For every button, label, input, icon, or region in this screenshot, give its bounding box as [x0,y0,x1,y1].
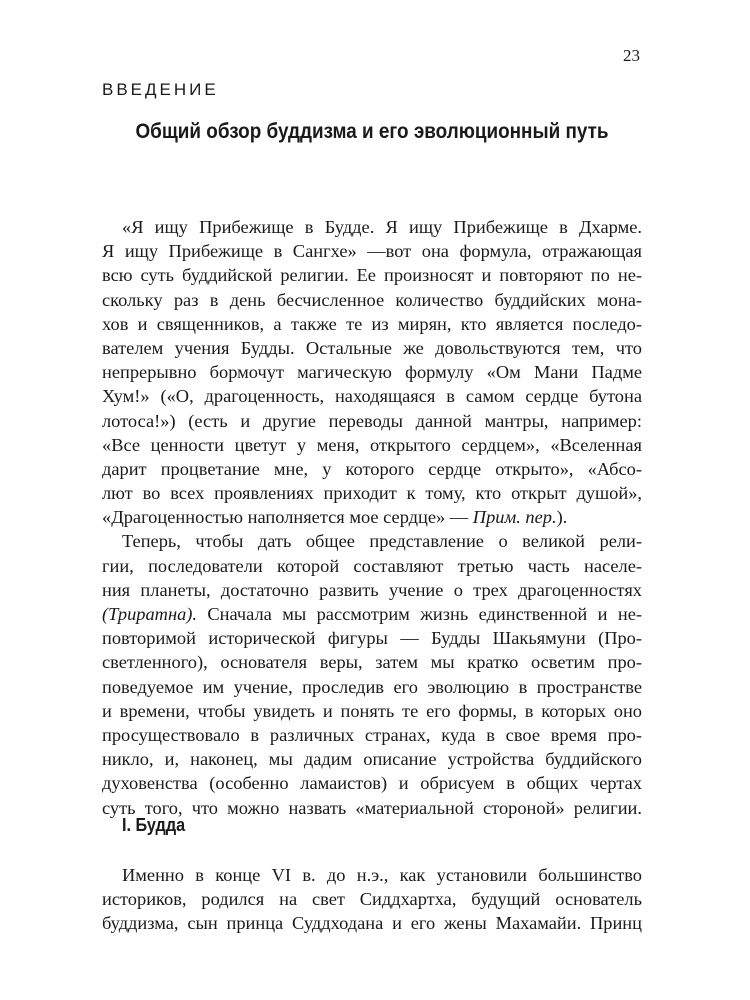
paragraph-1 [102,215,642,820]
text-line: лотоса!») (есть и другие переводы данной мантры, например: [102,410,642,431]
text-line: и времени, чтобы увидеть и понять те его формы, в которых оно [102,700,642,721]
text-line: Хум!» («О, драгоценность, находящаяся в самом сердце бутона [102,386,642,407]
text-line: духовенства (особенно ламаистов) и обрисуем в общих чертах [102,773,642,794]
text-line: «Я ищу Прибежище в Будде. Я ищу Прибежище в Дхарме. [122,217,642,237]
italic-note: Прим. пер. [472,507,557,528]
text-segment: Сначала мы рассмотрим жизнь единственной и не- [197,604,642,624]
text-line: светленного), основателя веры, затем мы кратко осветим про- [102,652,642,673]
text-line: буддизма, сын принца Суддходана и его жены Махамайи. Принц [102,913,642,934]
text-line: Именно в конце VI в. до н.э., как установили большинство [122,865,642,885]
paragraph-3 [102,863,642,936]
text-line: скольку раз в день бесчисленное количество буддийских мона- [102,289,642,310]
text-line: гии, последователи которой составляют третью часть населе- [102,555,642,576]
text-line: всю суть буддийской религии. Ее произносят и повторяют по не- [102,265,642,286]
italic-term: (Триратна). [102,604,197,624]
text-line: никло, и, наконец, мы дадим описание устройства буддийского [102,749,642,770]
text-line: дарит процветание мне, у которого сердце открыто», «Абсо- [102,458,642,479]
text-line: «Все ценности цветут у меня, открытого сердцем», «Вселенная [102,434,642,455]
text-line: Теперь, чтобы дать общее представление о великой рели- [122,531,642,552]
text-segment: ). [556,507,568,528]
text-line: хов и священников, а также те из мирян, кто является последо- [102,313,642,334]
text-line: вателем учения Будды. Остальные же довольствуются тем, что [102,337,642,358]
text-line: историков, родился на свет Сиддхартха, будущий основатель [102,889,642,910]
chapter-title: Общий обзор буддизма и его эволюционный путь [135,120,609,143]
chapter-label: ВВЕДЕНИЕ [102,80,219,99]
text-line: непрерывно бормочут магическую формулу «Ом Мани Падме [102,362,642,383]
text-line: поведуемое им учение, проследив его эволюцию в пространстве [102,676,642,697]
text-segment: «Драгоценностью наполняется мое сердце» — [102,507,473,528]
page-number: 23 [623,46,640,65]
text-line [102,505,642,529]
text-line: повторимой исторической фигуры — Будды Шакьямуни (Про- [102,628,642,649]
section-heading: I. Будда [122,815,186,835]
text-line: просуществовало в различных странах, куда в свое время про- [102,724,642,745]
text-line: суть того, что можно назвать «материальной стороной» религии. [102,797,642,818]
text-line [102,602,642,626]
text-line: ния планеты, достаточно развить учение о трех драгоценностях [102,579,642,600]
text-line: лют во всех проявлениях приходит к тому, кто открыт душой», [102,483,642,504]
text-line: Я ищу Прибежище в Сангхе» —вот она формула, отражающая [102,241,642,262]
